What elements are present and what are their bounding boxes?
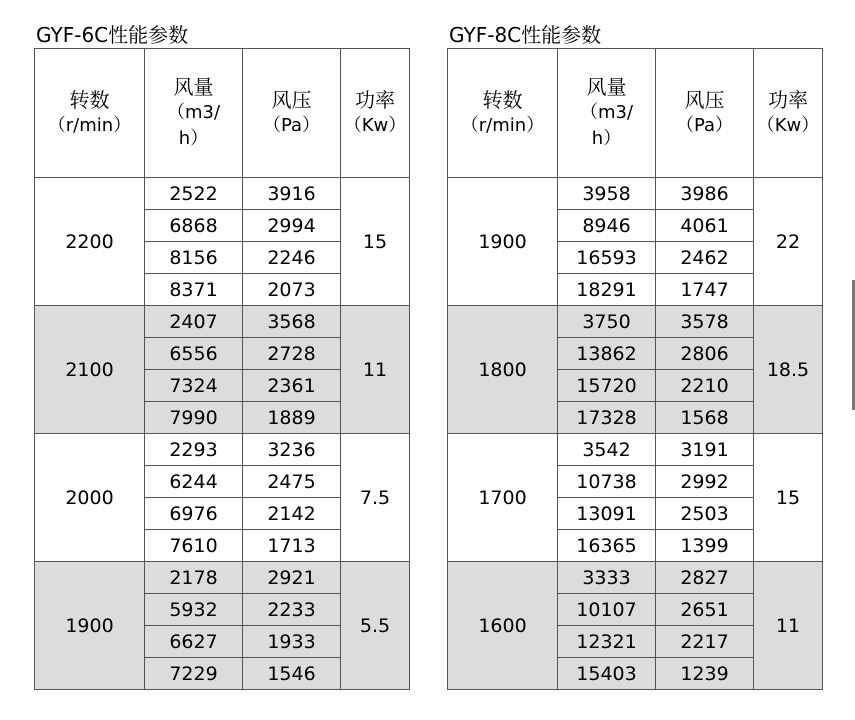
header-flow bbox=[145, 49, 243, 178]
flow-cell: 2522 bbox=[145, 178, 243, 210]
pressure-cell: 1933 bbox=[243, 626, 341, 658]
flow-cell: 6244 bbox=[145, 466, 243, 498]
flow-cell: 3333 bbox=[558, 562, 656, 594]
table-row bbox=[448, 306, 823, 338]
pressure-cell: 2233 bbox=[243, 594, 341, 626]
flow-cell: 7990 bbox=[145, 402, 243, 434]
power-cell: 11 bbox=[754, 562, 823, 690]
table-row bbox=[35, 434, 410, 466]
header-flow-unit: （m3/h） bbox=[166, 102, 221, 149]
pressure-cell: 1889 bbox=[243, 402, 341, 434]
header-power-label: 功率 bbox=[768, 88, 808, 112]
pressure-cell: 2503 bbox=[656, 498, 754, 530]
pressure-cell: 2361 bbox=[243, 370, 341, 402]
pressure-cell: 2210 bbox=[656, 370, 754, 402]
flow-cell: 10738 bbox=[558, 466, 656, 498]
pressure-cell: 2246 bbox=[243, 242, 341, 274]
table-title: GYF-6C性能参数 bbox=[36, 23, 189, 47]
pressure-cell: 2462 bbox=[656, 242, 754, 274]
flow-cell: 2293 bbox=[145, 434, 243, 466]
header-pressure-label: 风压 bbox=[271, 88, 312, 112]
header-speed bbox=[35, 49, 145, 178]
table-panel-gyf-8c bbox=[447, 22, 823, 690]
performance-table bbox=[447, 48, 823, 690]
pressure-cell: 1747 bbox=[656, 274, 754, 306]
speed-cell: 1600 bbox=[448, 562, 558, 690]
header-row bbox=[35, 49, 410, 178]
table-row bbox=[448, 434, 823, 466]
power-cell: 15 bbox=[754, 434, 823, 562]
flow-cell: 5932 bbox=[145, 594, 243, 626]
header-flow bbox=[558, 49, 656, 178]
header-pressure bbox=[656, 49, 754, 178]
flow-cell: 15403 bbox=[558, 658, 656, 690]
header-speed-label: 转数 bbox=[482, 88, 523, 112]
header-speed-label: 转数 bbox=[69, 88, 110, 112]
table-panel-gyf-6c bbox=[34, 22, 410, 690]
flow-cell: 13091 bbox=[558, 498, 656, 530]
header-power-label: 功率 bbox=[355, 88, 395, 112]
flow-cell: 6627 bbox=[145, 626, 243, 658]
pressure-cell: 2992 bbox=[656, 466, 754, 498]
pressure-cell: 3578 bbox=[656, 306, 754, 338]
pressure-cell: 1239 bbox=[656, 658, 754, 690]
flow-cell: 16365 bbox=[558, 530, 656, 562]
header-flow-unit: （m3/h） bbox=[579, 102, 634, 149]
header-flow-label: 风量 bbox=[586, 75, 627, 99]
pressure-cell: 2217 bbox=[656, 626, 754, 658]
pressure-cell: 2806 bbox=[656, 338, 754, 370]
header-pressure-label: 风压 bbox=[684, 88, 725, 112]
power-cell: 18.5 bbox=[754, 306, 823, 434]
flow-cell: 3958 bbox=[558, 178, 656, 210]
pressure-cell: 1399 bbox=[656, 530, 754, 562]
header-pressure-unit: （Pa） bbox=[262, 115, 321, 136]
flow-cell: 7229 bbox=[145, 658, 243, 690]
power-cell: 5.5 bbox=[341, 562, 410, 690]
flow-cell: 8371 bbox=[145, 274, 243, 306]
speed-cell: 1800 bbox=[448, 306, 558, 434]
speed-cell: 2100 bbox=[35, 306, 145, 434]
flow-cell: 12321 bbox=[558, 626, 656, 658]
header-row bbox=[448, 49, 823, 178]
power-cell: 7.5 bbox=[341, 434, 410, 562]
power-cell: 15 bbox=[341, 178, 410, 306]
pressure-cell: 2073 bbox=[243, 274, 341, 306]
pressure-cell: 3568 bbox=[243, 306, 341, 338]
pressure-cell: 3191 bbox=[656, 434, 754, 466]
flow-cell: 8946 bbox=[558, 210, 656, 242]
header-flow-label: 风量 bbox=[173, 75, 214, 99]
table-row bbox=[35, 306, 410, 338]
flow-cell: 3542 bbox=[558, 434, 656, 466]
flow-cell: 2407 bbox=[145, 306, 243, 338]
flow-cell: 13862 bbox=[558, 338, 656, 370]
pressure-cell: 3236 bbox=[243, 434, 341, 466]
header-power-unit: （Kw） bbox=[343, 115, 407, 136]
pressure-cell: 2142 bbox=[243, 498, 341, 530]
flow-cell: 6976 bbox=[145, 498, 243, 530]
flow-cell: 16593 bbox=[558, 242, 656, 274]
pressure-cell: 3916 bbox=[243, 178, 341, 210]
flow-cell: 17328 bbox=[558, 402, 656, 434]
flow-cell: 6556 bbox=[145, 338, 243, 370]
table-row bbox=[448, 562, 823, 594]
flow-cell: 7324 bbox=[145, 370, 243, 402]
speed-cell: 1700 bbox=[448, 434, 558, 562]
pressure-cell: 2728 bbox=[243, 338, 341, 370]
header-speed-unit: （r/min） bbox=[47, 115, 132, 136]
pressure-cell: 2475 bbox=[243, 466, 341, 498]
table-row bbox=[35, 562, 410, 594]
pressure-cell: 1546 bbox=[243, 658, 341, 690]
flow-cell: 2178 bbox=[145, 562, 243, 594]
table-row bbox=[35, 178, 410, 210]
header-speed-unit: （r/min） bbox=[460, 115, 545, 136]
performance-table bbox=[34, 48, 410, 690]
table-title: GYF-8C性能参数 bbox=[449, 23, 602, 47]
pressure-cell: 4061 bbox=[656, 210, 754, 242]
power-cell: 22 bbox=[754, 178, 823, 306]
pressure-cell: 1713 bbox=[243, 530, 341, 562]
flow-cell: 15720 bbox=[558, 370, 656, 402]
pressure-cell: 2827 bbox=[656, 562, 754, 594]
pressure-cell: 3986 bbox=[656, 178, 754, 210]
pressure-cell: 2994 bbox=[243, 210, 341, 242]
flow-cell: 10107 bbox=[558, 594, 656, 626]
table-row bbox=[448, 178, 823, 210]
header-power bbox=[754, 49, 823, 178]
header-pressure-unit: （Pa） bbox=[675, 115, 734, 136]
speed-cell: 1900 bbox=[35, 562, 145, 690]
header-pressure bbox=[243, 49, 341, 178]
speed-cell: 1900 bbox=[448, 178, 558, 306]
speed-cell: 2000 bbox=[35, 434, 145, 562]
pressure-cell: 2921 bbox=[243, 562, 341, 594]
power-cell: 11 bbox=[341, 306, 410, 434]
flow-cell: 6868 bbox=[145, 210, 243, 242]
flow-cell: 8156 bbox=[145, 242, 243, 274]
header-power bbox=[341, 49, 410, 178]
speed-cell: 2200 bbox=[35, 178, 145, 306]
flow-cell: 7610 bbox=[145, 530, 243, 562]
flow-cell: 18291 bbox=[558, 274, 656, 306]
pressure-cell: 2651 bbox=[656, 594, 754, 626]
header-power-unit: （Kw） bbox=[756, 115, 820, 136]
pressure-cell: 1568 bbox=[656, 402, 754, 434]
flow-cell: 3750 bbox=[558, 306, 656, 338]
header-speed bbox=[448, 49, 558, 178]
